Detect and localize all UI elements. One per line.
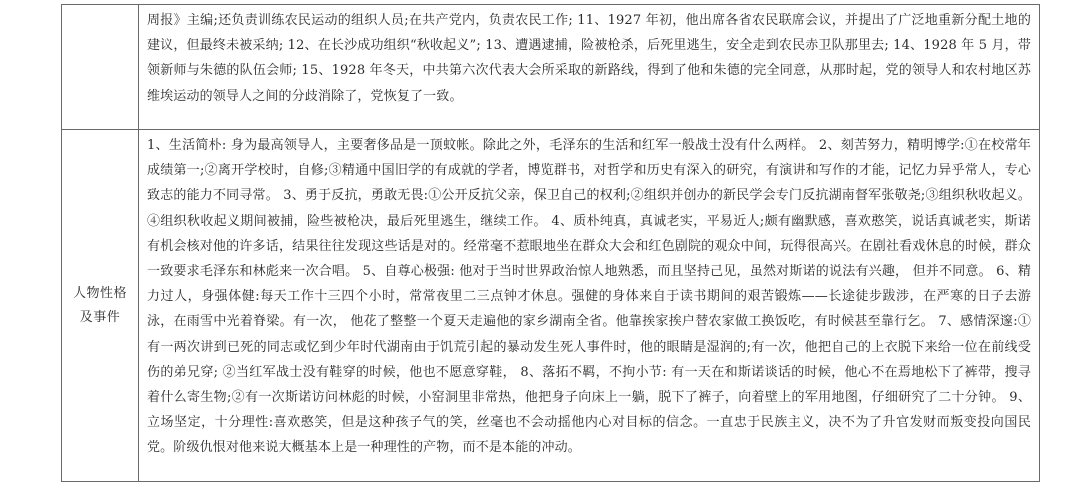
personality-paragraph: 1、生活简朴: 身为最高领导人，主要奢侈品是一顶蚊帐。除此之外，毛泽东的生活和红军一般战士没有什么两样。 2、刻苦努力，精明博学:①在校常年成绩第一;②离开学校时，自修;③精通中国旧学的有成就的学者，博览群书，对哲学和历史有深入的研究，有演讲和写作的才能，记忆力异乎常人，专心致志的能力不同寻常。 3、勇于反抗，勇敢无畏:①公开反抗父亲，保卫自己的权利;②组织并创办的新民学会专门反抗湖南督军张敬尧;③组织秋收起义。④组织秋收起义期间被捕，险些被枪决，最后死里逃生，继续工作。 4、质朴纯真，真诚老实，平易近人;颇有幽默感，喜欢憨笑，说话真诚老实，斯诺有机会核对他的许多话，结果往往发现这些话是对的。经常毫不惹眼地坐在群众大会和红色剧院的观众中间，玩得很高兴。在剧社看戏休息的时候，群众一致要求毛泽东和林彪来一次合唱。 5、自尊心极强: 他对于当时世界政治惊人地熟悉，而且坚持己见，虽然对斯诺的说法有兴趣， 但并不同意。 6、精力过人，身强体健:每天工作十三四个小时，常常夜里二三点钟才休息。强健的身体来自于读书期间的艰苦锻炼——长途徒步跋涉，在严寒的日子去游泳，在雨雪中光着脊梁。有一次， 他花了整整一个夏天走遍他的家乡湖南全省。他靠挨家挨户替农家做工换饭吃，有时候甚至靠行乞。 7、感情深邃:①有一两次讲到已死的同志或忆到少年时代湖南由于饥荒引起的暴动发生死人事件时，他的眼睛是湿润的;有一次，他把自己的上衣脱下来给一位在前线受伤的弟兄穿; ②当红军战士没有鞋穿的时候，他也不愿意穿鞋， 8、落拓不羁，不拘小节: 有一天在和斯诺谈话的时候，他心不在焉地松下了裤带，搜寻着什么寄生物;②有一次斯诺访问林彪的时候，小窑洞里非常热，他把身子向床上一躺，脱下了裤子，向着壁上的军用地图，仔细研究了二十分钟。 9、立场坚定，十分理性:喜欢憨笑，但是这种孩子气的笑，丝毫也不会动摇他内心对目标的信念。一直忠于民族主义，决不为了升官发财而叛变投向国民党。阶级仇恨对他来说大概基本上是一种理性的产物，而不是本能的冲动。 bbox=[147, 138, 1031, 456]
row-content-cell-events bbox=[139, 5, 1040, 130]
row-label-cell-events bbox=[62, 5, 139, 130]
table-row-personality bbox=[62, 130, 1040, 482]
row-label-cell-personality bbox=[62, 130, 139, 482]
table-row-events bbox=[62, 5, 1040, 130]
events-paragraph: 周报》主编;还负责训练农民运动的组织人员;在共产党内，负责农民工作; 11、1927 年初，他出席各省农民联席会议，并提出了广泛地重新分配土地的建议，但最终未被采纳; 12、在长沙成功组织“秋收起义”; 13、遭遇逮捕，险被枪杀，后死里逃生，安全走到农民赤卫队那里去; 14、1928 年 5 月，带领新师与朱德的队伍会师; 15、1928 年冬天，中共第六次代表大会所采取的新路线，得到了他和朱德的完全同意，从那时起，党的领导人和农村地区苏维埃运动的领导人之间的分歧消除了，党恢复了一致。 bbox=[147, 13, 1031, 104]
row-label-personality: 人物性格及事件 bbox=[72, 285, 127, 325]
document-table bbox=[61, 4, 1040, 482]
row-content-cell-personality bbox=[139, 130, 1040, 482]
